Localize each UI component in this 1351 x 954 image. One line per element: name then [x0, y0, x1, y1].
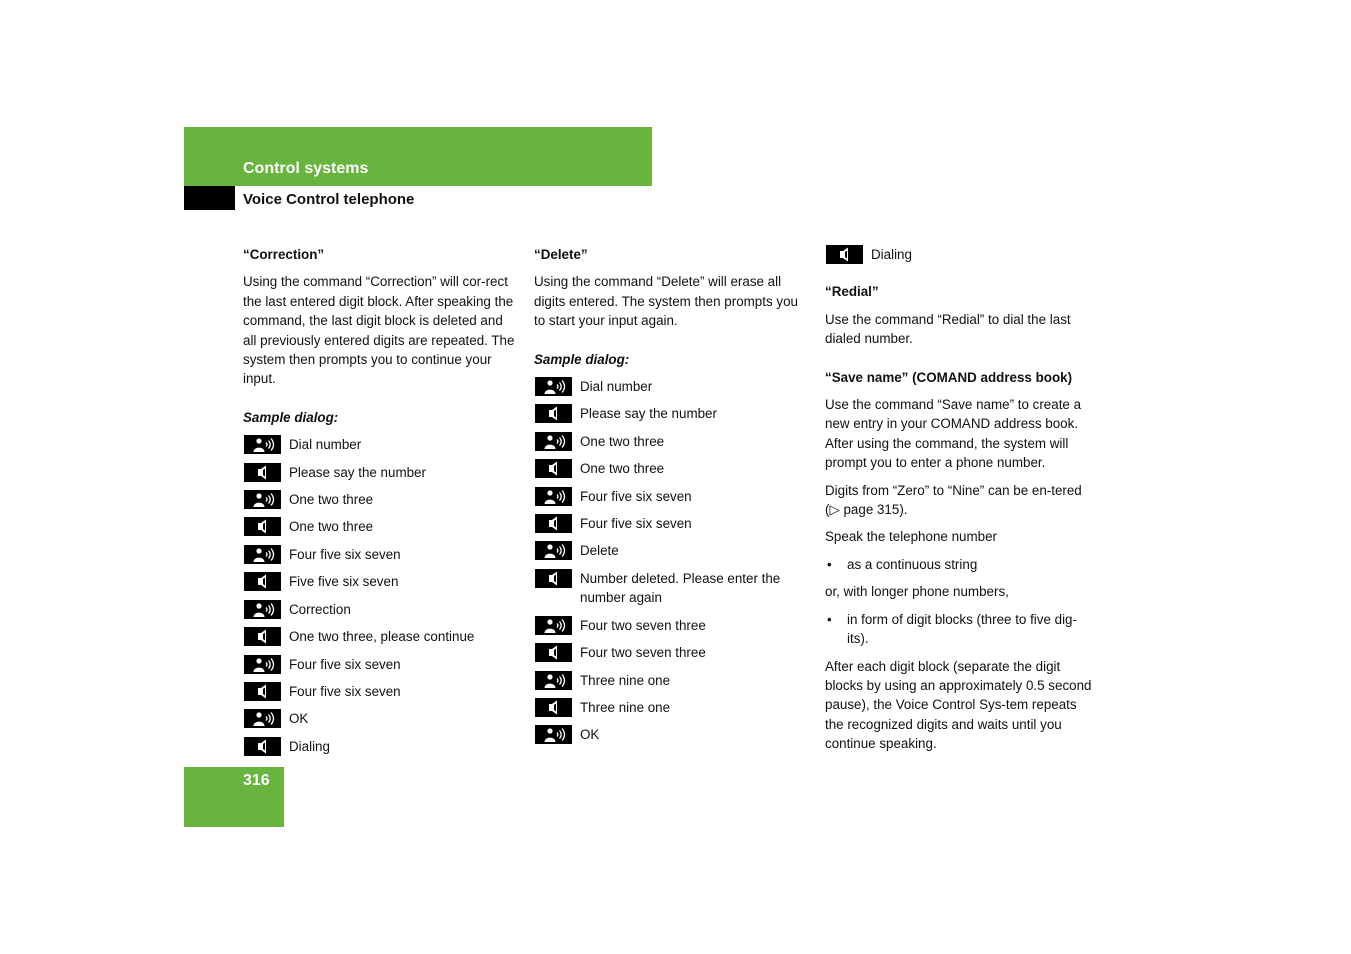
- dialog-row: [243, 627, 515, 646]
- dialog-text: Correction: [289, 601, 351, 617]
- save-name-heading: “Save name” (COMAND address book): [825, 369, 1073, 385]
- speaker-icon: [535, 698, 572, 717]
- delete-body: Using the command “Delete” will erase all digits entered. The system then prompts you to start your input again.: [534, 274, 798, 329]
- dialog-text: Dial number: [580, 379, 653, 395]
- dialog-row: [534, 616, 806, 635]
- dialog-row: [243, 490, 515, 509]
- page-title: Voice Control telephone: [243, 191, 415, 208]
- dialog-text: One two three: [289, 519, 374, 535]
- speaker-icon: [535, 404, 572, 423]
- dialing-continued: [825, 245, 1097, 264]
- page-number: 316: [243, 772, 270, 789]
- dialog-text: Please say the number: [289, 464, 426, 480]
- user-speaking-icon: [535, 487, 572, 506]
- dialog-text: OK: [580, 727, 600, 743]
- dialog-row: [534, 404, 806, 423]
- redial-heading: “Redial”: [825, 284, 879, 300]
- dialog-row: [243, 655, 515, 674]
- speak-body: Speak the telephone number: [825, 529, 997, 545]
- speaker-icon: [244, 737, 281, 756]
- correction-heading: “Correction”: [243, 247, 325, 262]
- speaker-icon: [826, 245, 863, 264]
- section-marker: [184, 186, 235, 210]
- digits-body: Digits from “Zero” to “Nine” can be en-tered (▷ page 315).: [825, 482, 1082, 518]
- dialog-row: [243, 435, 515, 454]
- bullet-item: [825, 610, 1097, 649]
- speaker-icon: [244, 627, 281, 646]
- user-speaking-icon: [244, 655, 281, 674]
- speaker-icon: [535, 459, 572, 478]
- dialog-text: Four five six seven: [289, 546, 401, 562]
- dialog-row: [534, 487, 806, 506]
- dialog-row: [243, 572, 515, 591]
- user-speaking-icon: [535, 725, 572, 744]
- dialog-text: Please say the number: [580, 406, 717, 422]
- dialog-text: Delete: [580, 543, 619, 559]
- dialog-row: [243, 709, 515, 728]
- delete-heading: “Delete”: [534, 247, 588, 262]
- dialog-text: Four five six seven: [580, 516, 692, 532]
- dialog-text: Dialing: [871, 247, 912, 262]
- dialog-row: [534, 725, 806, 744]
- bullet-glyph: •: [827, 556, 832, 572]
- speaker-icon: [244, 572, 281, 591]
- sample-dialog-label: Sample dialog:: [534, 351, 630, 367]
- dialog-row: [534, 569, 806, 608]
- user-speaking-icon: [535, 616, 572, 635]
- dialog-row: [825, 245, 1097, 264]
- speaker-icon: [535, 643, 572, 662]
- column-correction: [243, 245, 515, 764]
- dialog-row: [243, 737, 515, 756]
- column-delete: [534, 245, 806, 753]
- dialog-text: OK: [289, 711, 309, 727]
- dialog-text: Number deleted. Please enter the number again: [580, 570, 781, 606]
- dialog-text: One two three: [580, 433, 665, 449]
- dialog-text: One two three: [289, 492, 374, 508]
- redial-body: Use the command “Redial” to dial the last dialed number.: [825, 311, 1071, 347]
- dialog-text: Three nine one: [580, 672, 671, 688]
- speaker-icon: [535, 569, 572, 588]
- user-speaking-icon: [244, 545, 281, 564]
- bullet-text: in form of digit blocks (three to five dig-its).: [847, 611, 1077, 647]
- dialog-row: [534, 377, 806, 396]
- dialog-text: Four five six seven: [289, 656, 401, 672]
- dialog-text: Five five six seven: [289, 574, 399, 590]
- user-speaking-icon: [535, 671, 572, 690]
- user-speaking-icon: [535, 377, 572, 396]
- user-speaking-icon: [244, 490, 281, 509]
- dialog-row: [243, 517, 515, 536]
- dialog-text: Dialing: [289, 738, 330, 754]
- dialog-text: Four five six seven: [289, 683, 401, 699]
- dialog-text: Four two seven three: [580, 617, 706, 633]
- bullet-text: as a continuous string: [847, 556, 978, 572]
- dialog-row: [243, 600, 515, 619]
- dialog-text: One two three: [580, 461, 665, 477]
- dialog-row: [534, 698, 806, 717]
- dialog-row: [243, 682, 515, 701]
- save-name-body: Use the command “Save name” to create a new entry in your COMAND address book. After using the command, the system will prompt you to enter a phone number.: [825, 397, 1082, 471]
- dialog-text: Four five six seven: [580, 488, 692, 504]
- bullet-glyph: •: [827, 611, 832, 627]
- section-title: Control systems: [243, 160, 369, 177]
- dialog-text: One two three, please continue: [289, 629, 475, 645]
- user-speaking-icon: [244, 709, 281, 728]
- after-body: After each digit block (separate the digit blocks by using an approximately 0.5 second pause), the Voice Control Sys-tem repeats the recognized digits and waits until you continue speaking.: [825, 658, 1092, 752]
- correction-dialog: [243, 435, 515, 756]
- dialog-text: Dial number: [289, 437, 362, 453]
- correction-body: Using the command “Correction” will cor-rect the last entered digit block. After speaking the command, the last digit block is deleted and all previously entered digits are repeated. The system then prompts you to continue your input.: [243, 274, 515, 387]
- user-speaking-icon: [244, 435, 281, 454]
- sample-dialog-label: Sample dialog:: [243, 409, 339, 425]
- speaker-icon: [244, 517, 281, 536]
- dialog-row: [534, 514, 806, 533]
- dialog-row: [534, 459, 806, 478]
- speaker-icon: [244, 463, 281, 482]
- user-speaking-icon: [244, 600, 281, 619]
- dialog-row: [534, 671, 806, 690]
- bullet-item: [825, 555, 1097, 574]
- dialog-text: Three nine one: [580, 699, 671, 715]
- column-redial-save: [825, 245, 1097, 762]
- delete-dialog: [534, 377, 806, 745]
- user-speaking-icon: [535, 541, 572, 560]
- dialog-row: [243, 463, 515, 482]
- dialog-row: [243, 545, 515, 564]
- user-speaking-icon: [535, 432, 572, 451]
- speaker-icon: [244, 682, 281, 701]
- speaker-icon: [535, 514, 572, 533]
- dialog-row: [534, 541, 806, 560]
- or-body: or, with longer phone numbers,: [825, 584, 1009, 600]
- dialog-text: Four two seven three: [580, 645, 706, 661]
- dialog-row: [534, 432, 806, 451]
- dialog-row: [534, 643, 806, 662]
